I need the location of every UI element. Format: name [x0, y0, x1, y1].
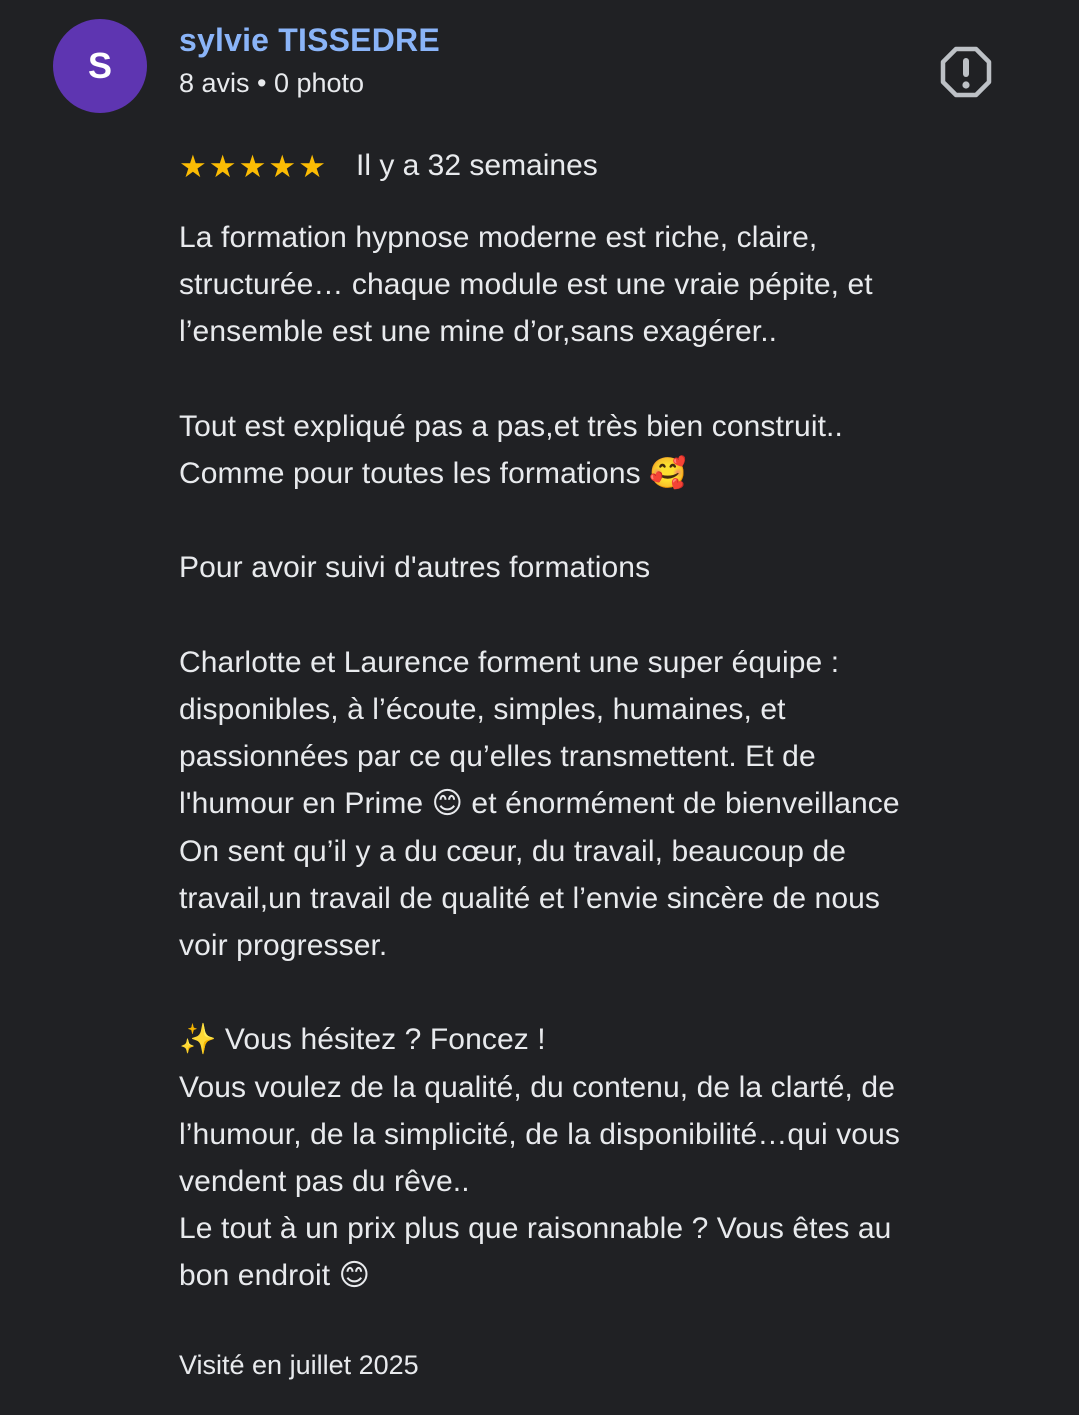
review-line: Le tout à un prix plus que raisonnable ? Vous êtes au — [179, 1212, 892, 1246]
review-text — [179, 214, 1039, 1300]
report-flag-icon — [938, 44, 994, 100]
review-line: Pour avoir suivi d'autres formations — [179, 551, 651, 585]
author-avatar[interactable] — [53, 19, 147, 113]
review-line: voir progresser. — [179, 929, 388, 962]
review-line: Tout est expliqué pas a pas,et très bien construit.. — [179, 409, 843, 443]
star-icon: ★ — [208, 148, 237, 184]
review-paragraph — [179, 403, 1039, 497]
review-line: Vous voulez de la qualité, du contenu, de la clarté, de — [179, 1070, 895, 1104]
review-line: La formation hypnose moderne est riche, claire, — [179, 221, 818, 254]
review-date: Il y a 32 semaines — [355, 149, 598, 182]
review-line: passionnées par ce qu’elles transmettent. Et de — [179, 740, 816, 774]
review-line: structurée… chaque module est une vraie pépite, et — [179, 268, 873, 302]
review-line: travail,un travail de qualité et l’envie sincère de nous — [179, 881, 881, 915]
review-line: On sent qu’il y a du cœur, du travail, beaucoup de — [179, 834, 847, 868]
author-name[interactable]: sylvie TISSEDRE — [179, 22, 440, 58]
star-icon: ★ — [268, 148, 297, 184]
review-line: disponibles, à l’écoute, simples, humaines, et — [179, 692, 786, 726]
star-icon: ★ — [179, 148, 207, 184]
review-line: Charlotte et Laurence forment une super équipe : — [179, 645, 840, 679]
review-line: bon endroit 😊 — [179, 1259, 371, 1293]
review-paragraph — [179, 639, 1039, 969]
avatar-initial: S — [87, 45, 112, 86]
star-icon: ★ — [298, 148, 326, 184]
star-icon: ★ — [238, 148, 267, 184]
review-line: Comme pour toutes les formations 🥰 — [179, 457, 687, 490]
visited-date: Visité en juillet 2025 — [179, 1350, 419, 1380]
review-line: l’humour, de la simplicité, de la disponibilité…qui vous — [179, 1117, 900, 1151]
star-rating — [179, 148, 326, 184]
author-meta: 8 avis • 0 photo — [179, 68, 365, 98]
review-paragraph — [179, 1016, 1039, 1299]
review-line: l’ensemble est une mine d’or,sans exagérer.. — [179, 315, 778, 349]
review-paragraph — [179, 544, 1039, 591]
review-line: l'humour en Prime 😊 et énormément de bienveillance — [179, 787, 900, 821]
report-button[interactable] — [938, 44, 994, 100]
review-paragraph — [179, 214, 1039, 356]
review-line: ✨ Vous hésitez ? Foncez ! — [179, 1023, 546, 1057]
review-line: vendent pas du rêve.. — [179, 1165, 470, 1198]
rating-row — [179, 146, 598, 186]
